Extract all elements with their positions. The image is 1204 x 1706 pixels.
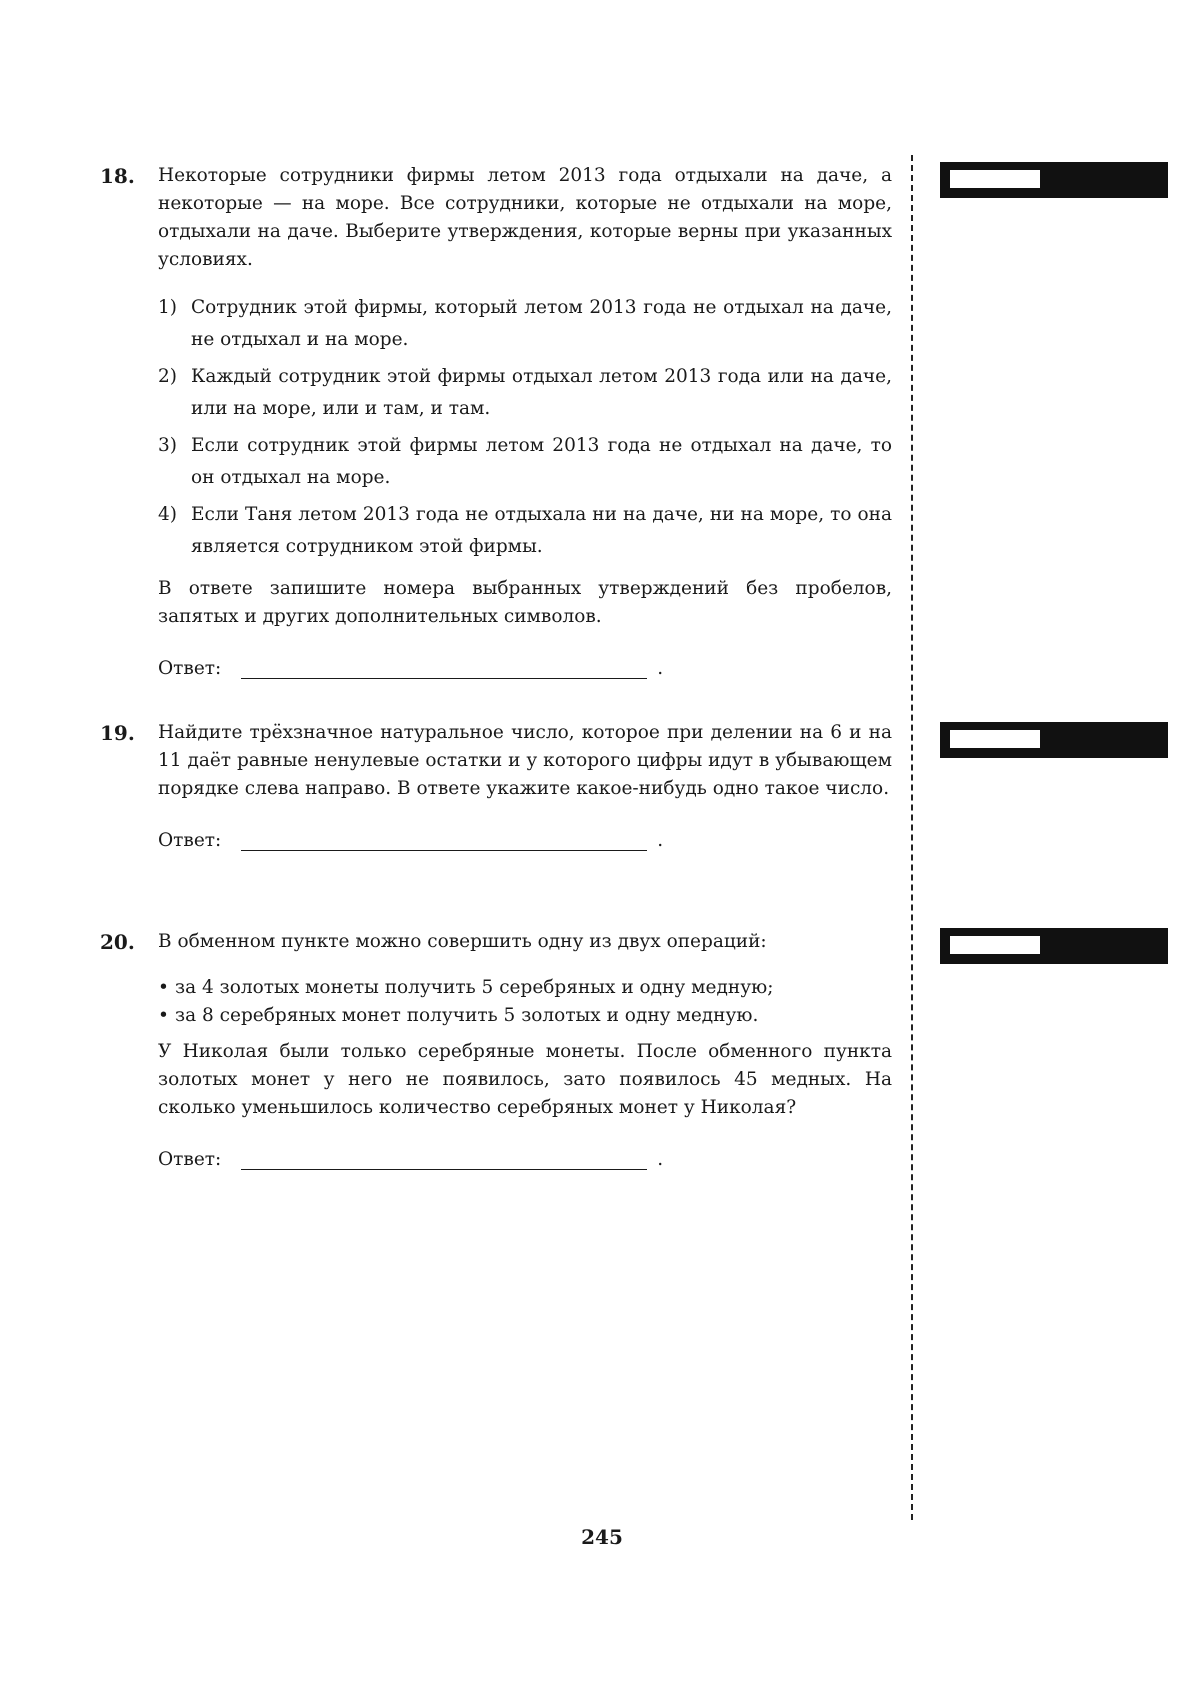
answer-label: Ответ: <box>158 1149 222 1170</box>
task-19 <box>92 719 892 855</box>
option-number: 4) <box>158 504 177 525</box>
task-number: 19. <box>100 721 135 745</box>
task-body-text: У Николая были только серебряные монеты. После обменного пункта золотых монет у него не появилось, зато появилось 45 медных. На сколько уменьшилось количество серебряных монет у Николая? <box>158 1041 892 1118</box>
task-20 <box>92 928 892 1174</box>
bullet-mark: • <box>158 1005 169 1026</box>
option-item <box>158 292 892 356</box>
answer-field[interactable] <box>241 678 647 679</box>
bullet-item <box>158 974 892 1002</box>
answer-label: Ответ: <box>158 830 222 851</box>
page-number: 245 <box>581 1525 623 1549</box>
task-body <box>158 928 892 1174</box>
option-number: 2) <box>158 366 177 387</box>
task-18 <box>92 162 892 683</box>
task-body <box>158 719 892 855</box>
cut-line <box>911 155 913 1520</box>
option-number: 3) <box>158 435 177 456</box>
answer-field[interactable] <box>241 850 647 851</box>
task-intro: Найдите трёхзначное натуральное число, которое при делении на 6 и на 11 даёт равные ненулевые остатки и у которого цифры идут в убывающем порядке слева направо. В ответе укажите какое-нибудь одно такое число. <box>158 722 892 799</box>
task-intro: Некоторые сотрудники фирмы летом 2013 года отдыхали на даче, а некоторые — на море. Все сотрудники, которые не отдыхали на море, отдыхали на даче. Выберите утверждения, которые верны при указанных условиях. <box>158 165 892 270</box>
bullet-mark: • <box>158 977 169 998</box>
score-box-field <box>950 730 1040 748</box>
task-number: 20. <box>100 930 135 954</box>
answer-label: Ответ: <box>158 658 222 679</box>
score-box-20 <box>940 928 1168 964</box>
option-text: Каждый сотрудник этой фирмы отдыхал летом 2013 года или на даче, или на море, или и там, и там. <box>191 366 892 419</box>
option-item <box>158 499 892 563</box>
options-list <box>158 292 892 563</box>
option-item <box>158 430 892 494</box>
option-text: Если Таня летом 2013 года не отдыхала ни на даче, ни на море, то она является сотрудником этой фирмы. <box>191 504 892 557</box>
answer-dot: . <box>657 1149 664 1170</box>
option-text: Если сотрудник этой фирмы летом 2013 года не отдыхал на даче, то он отдыхал на море. <box>191 435 892 488</box>
answer-row <box>158 1142 892 1174</box>
bullet-item <box>158 1002 892 1030</box>
task-body <box>158 162 892 683</box>
bullet-text: за 8 серебряных монет получить 5 золотых и одну медную. <box>175 1005 759 1026</box>
bullet-list <box>158 974 892 1030</box>
answer-dot: . <box>657 658 664 679</box>
score-box-19 <box>940 722 1168 758</box>
answer-row <box>158 651 892 683</box>
option-number: 1) <box>158 297 177 318</box>
answer-dot: . <box>657 830 664 851</box>
option-text: Сотрудник этой фирмы, который летом 2013 года не отдыхал на даче, не отдыхал и на море. <box>191 297 892 350</box>
task-number: 18. <box>100 164 135 188</box>
score-box-field <box>950 936 1040 954</box>
option-item <box>158 361 892 425</box>
task-note: В ответе запишите номера выбранных утверждений без пробелов, запятых и других дополнительных символов. <box>158 578 892 627</box>
answer-row <box>158 823 892 855</box>
answer-field[interactable] <box>241 1169 647 1170</box>
score-box-field <box>950 170 1040 188</box>
score-box-18 <box>940 162 1168 198</box>
bullet-text: за 4 золотых монеты получить 5 серебряных и одну медную; <box>175 977 774 998</box>
task-intro: В обменном пункте можно совершить одну из двух операций: <box>158 931 767 952</box>
